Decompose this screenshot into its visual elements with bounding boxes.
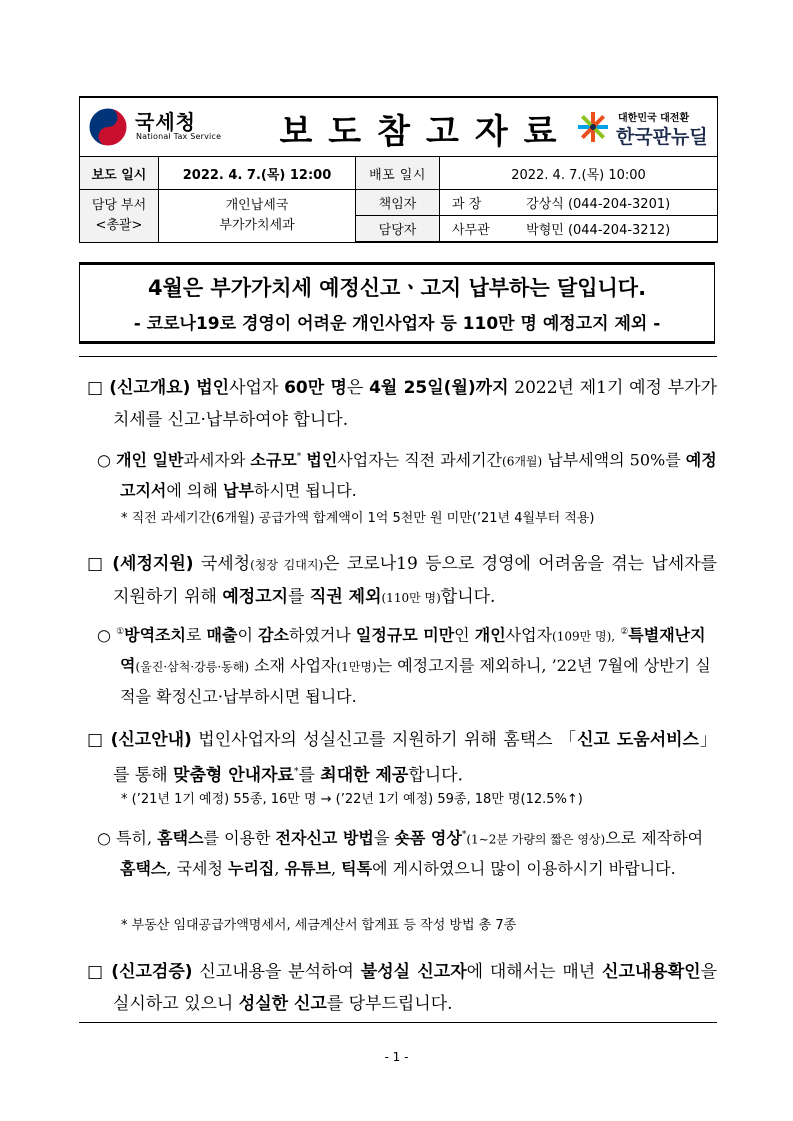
manager-contact: 강상식 (044-204-3201): [526, 197, 671, 212]
title-row: [80, 97, 718, 157]
text-bold: 숏폼 영상: [394, 828, 462, 848]
staff-label: 담당자: [356, 216, 440, 243]
section-tag: (신고검증): [111, 962, 193, 982]
text-small: (6개월): [502, 454, 543, 469]
text-bold: 개인 일반: [116, 450, 184, 470]
text-bold: 홈택스: [120, 859, 167, 879]
brand-tagline: 대한민국 대전환: [618, 113, 690, 124]
text: 를 이용한: [203, 828, 271, 848]
text-bold: 4월 25일(월)까지: [369, 378, 509, 398]
text: 소재 사업자: [254, 656, 337, 676]
subsection-excluded-taxpayers: [97, 617, 717, 712]
korean-new-deal-logo: [566, 98, 716, 156]
nts-logo: [80, 98, 250, 156]
text: 과세자와: [183, 450, 246, 470]
text-bold: 특별재난지역: [120, 625, 706, 676]
text: 으로 제작하여: [605, 828, 704, 848]
text-bold: 예정고지: [222, 587, 289, 607]
section-filing-guide: □ (신고안내) 법인사업자의 성실신고를 지원하기 위해 홈택스 「신고 도움서비스」를 통해 맞춤형 안내자료*를 최대한 제공합니다.: [87, 730, 718, 786]
text-bold: 신고내용확인: [602, 962, 701, 982]
text: 에 의해: [166, 481, 218, 501]
text-small: (청장 김대지): [250, 558, 324, 572]
text: 특히,: [116, 828, 153, 848]
footnote-guide-stats: * (’21년 1기 예정) 55종, 16만 명 → (’22년 1기 예정) 59종, 18만 명(12.5%↑): [121, 792, 583, 807]
text: 신고내용을 분석하여: [199, 962, 354, 982]
sub-bullet: ○: [97, 625, 111, 645]
text-bold: 소규모: [250, 450, 297, 470]
text-bold: 성실한 신고: [238, 994, 327, 1014]
title-cell: [80, 97, 718, 157]
text: 합니다.: [440, 587, 496, 607]
text-small: (110만 명): [381, 591, 441, 605]
taegeuk-icon: [88, 107, 128, 147]
text: 사업자: [229, 378, 279, 398]
footnote-small-business: * 직전 과세기간(6개월) 공급가액 합계액이 1억 5천만 원 미만(’21년 4월부터 적용): [121, 511, 595, 526]
staff-cell: [440, 216, 718, 243]
section-tag: (신고안내): [110, 730, 192, 750]
text-bold: 매출: [206, 625, 238, 645]
text: 를: [298, 765, 315, 786]
dept-label-sub: <총괄>: [95, 217, 143, 233]
text: 국세청: [200, 554, 251, 574]
press-header-table: [79, 96, 718, 243]
staff-title: 사무관: [452, 223, 490, 238]
text: ,: [274, 859, 280, 879]
section-filing-verification: [87, 956, 717, 1020]
document-title: 보도참고자료: [279, 112, 573, 152]
circled-number: ②: [620, 627, 629, 637]
release-row: [80, 157, 718, 190]
brand-name: 한국판뉴딜: [616, 126, 708, 148]
section-bullet: □: [87, 554, 105, 574]
section-filing-overview: [87, 372, 717, 436]
circled-number: ①: [116, 627, 125, 637]
text: 법인사업자의 성실신고를 지원하기 위해 홈택스 「: [198, 730, 578, 750]
section-bullet: □: [87, 962, 105, 982]
text-bold: 맞춤형 안내자료: [173, 765, 294, 786]
section-tag: (신고개요): [109, 378, 191, 398]
top-divider: [79, 356, 717, 357]
text: 이: [237, 625, 253, 645]
subsection-shortform-videos: ○ 특히, 홈택스를 이용한 전자신고 방법을 숏폼 영상*(1∼2분 가량의 짧은 영상)으로 제작하여 홈택스, 국세청 누리집, 유튜브, 틱톡에 게시하였으니 많이 이용하시기 바랍니다.: [97, 828, 704, 879]
text-bold: 신고 도움서비스: [577, 730, 699, 750]
headline-subtitle: - 코로나19로 경영이 어려운 개인사업자 등 110만 명 예정고지 제외 -: [133, 314, 661, 334]
text: 은 코로나19 등으로 경영에 어려움을 겪는 납세자를 지원하기 위해: [113, 554, 718, 607]
text-small: (1만명): [336, 660, 377, 675]
distribute-label: 배포 일시: [356, 157, 440, 190]
agency-name: 국세청: [135, 110, 196, 134]
headline-title: 4월은 부가가치세 예정신고ㆍ고지 납부하는 달입니다.: [147, 276, 647, 300]
text: 2022년 제1기 예정 부가가치세를 신고·납부하여야 합니다.: [113, 378, 718, 430]
dept-name-bureau: 개인납세국: [225, 197, 289, 213]
text: 」를 통해: [113, 730, 718, 786]
footnote-video-topics: * 부동산 임대공급가액명세서, 세금계산서 합계표 등 작성 방법 총 7종: [121, 918, 517, 933]
text-bold: 유튜브: [284, 859, 331, 879]
text-bold: 개인: [474, 625, 506, 645]
text-bold: 전자신고 방법: [275, 828, 374, 848]
text: 을: [373, 828, 390, 848]
text-bold: 불성실 신고자: [360, 962, 467, 982]
text: 하시면 됩니다.: [253, 481, 357, 501]
text: 에 대해서는 매년: [466, 962, 596, 982]
text: 를 당부드립니다.: [326, 994, 453, 1014]
manager-label: 책임자: [356, 190, 440, 216]
text-bold: 홈택스: [157, 828, 204, 848]
text-bold: 직권 제외: [309, 587, 382, 607]
staff-contact: 박형민 (044-204-3212): [526, 223, 671, 238]
agency-english-name: National Tax Service: [136, 132, 222, 141]
text: 로: [185, 625, 202, 645]
text: , 국세청: [166, 859, 223, 879]
text: 는 예정고지를 제외하니, ’22년 7월에 상반기 실적을 확정신고·납부하시면 됩니다.: [120, 656, 711, 707]
subsection-individual-taxpayers: ○ 개인 일반과세자와 소규모* 법인사업자는 직전 과세기간(6개월) 납부세액의 50%를 예정고지서에 의해 납부하시면 됩니다.: [97, 450, 717, 501]
text: 사업자는 직전 과세기간: [337, 450, 503, 470]
dept-label: 담당 부서: [91, 197, 147, 213]
release-label: 보도 일시: [80, 157, 159, 190]
text-bold: 감소: [258, 625, 289, 645]
text: 을 실시하고 있으니: [113, 962, 718, 1014]
text-bold: 누리집: [228, 859, 275, 879]
text-bold: 예정고지서: [120, 450, 717, 501]
text-small: (109만 명),: [552, 629, 616, 644]
distribute-value: 2022. 4. 7.(목) 10:00: [440, 157, 718, 190]
section-tag: (세정지원): [112, 554, 194, 574]
text-bold: 방역조치: [124, 625, 186, 645]
text-bold: 납부: [222, 481, 254, 501]
section-bullet: □: [87, 378, 104, 398]
text-bold: 60만 명: [284, 378, 347, 398]
text: 사업자: [505, 625, 553, 645]
manager-row: [80, 190, 718, 216]
text: 를: [288, 587, 305, 607]
text: 에 게시하였으니 많이 이용하시기 바랍니다.: [372, 859, 676, 879]
sub-bullet: ○: [97, 450, 111, 470]
text: ,: [330, 859, 337, 879]
manager-cell: [440, 190, 718, 216]
text-small: (1∼2분 가량의 짧은 영상): [466, 832, 606, 847]
text: 합니다.: [408, 765, 463, 786]
dept-name-cell: [159, 190, 356, 243]
text: 납부세액의 50%를: [547, 450, 681, 470]
release-value: 2022. 4. 7.(목) 12:00: [159, 157, 356, 190]
text-bold: 법인: [196, 378, 230, 398]
dept-label-cell: [80, 190, 159, 243]
text-bold: 최대한 제공: [320, 765, 409, 786]
text-bold: 일정규모 미만: [355, 625, 455, 645]
manager-title: 과 장: [452, 197, 482, 212]
text-bold: 틱톡: [341, 859, 373, 879]
section-tax-support: [87, 548, 717, 614]
section-bullet: □: [87, 730, 105, 750]
text-bold: 법인: [306, 450, 338, 470]
bottom-divider: [79, 1022, 717, 1023]
text-small: (울진·삼척·강릉·동해): [135, 660, 250, 675]
text: 인: [454, 625, 470, 645]
sub-bullet: ○: [97, 828, 111, 848]
page-number: - 1 -: [384, 1050, 409, 1064]
headline-box: [79, 262, 715, 344]
text: 은: [346, 378, 364, 398]
new-deal-mark-icon: [576, 110, 610, 144]
dept-name-division: 부가가치세과: [219, 217, 295, 233]
text: 하였거나: [288, 625, 351, 645]
